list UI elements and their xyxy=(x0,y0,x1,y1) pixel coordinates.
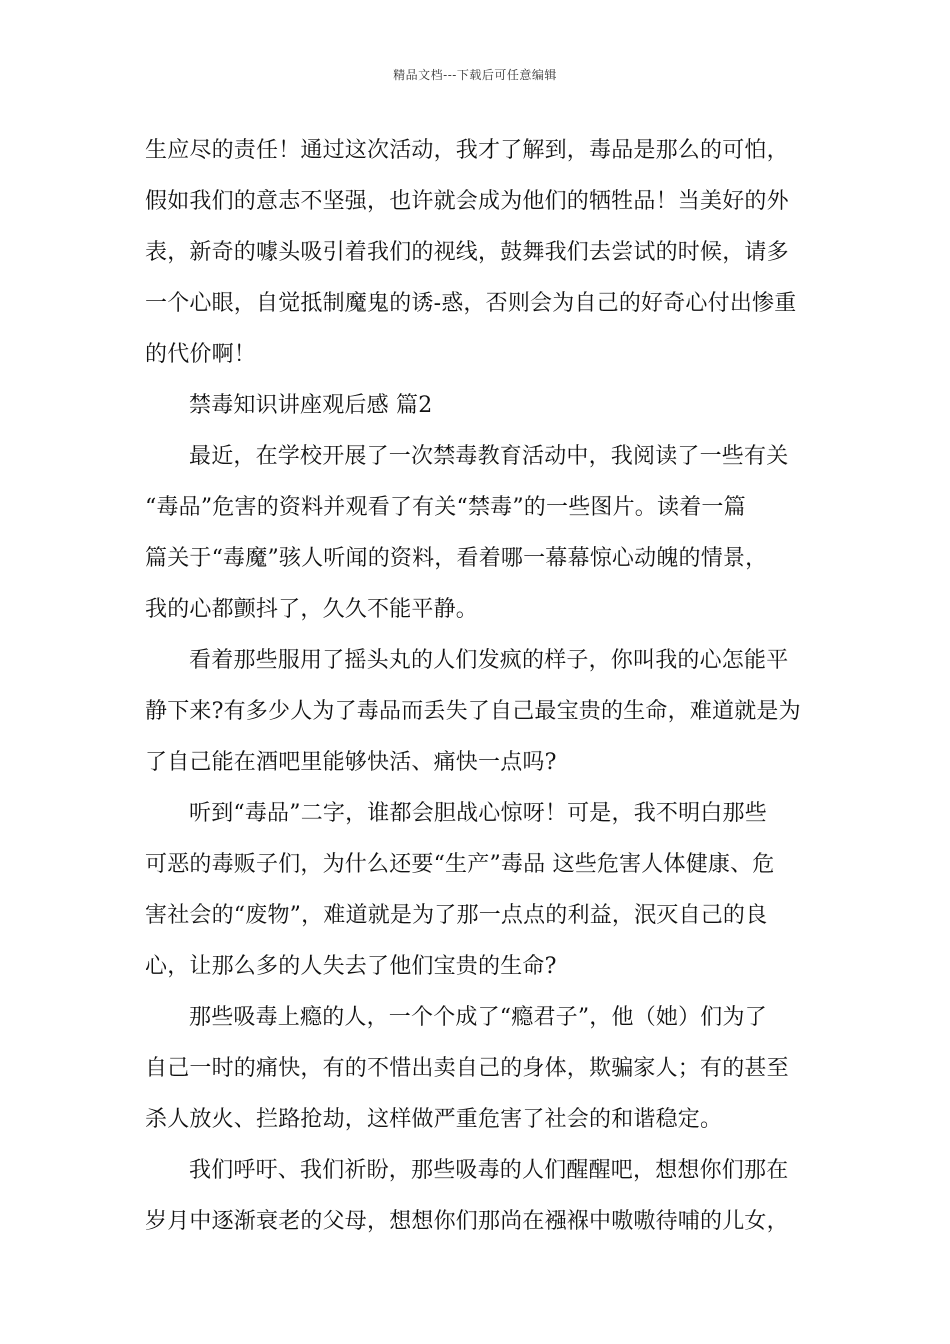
paragraph-line: 假如我们的意志不坚强，也许就会成为他们的牺牲品！当美好的外 xyxy=(145,189,789,214)
paragraph-line: 看着那些服用了摇头丸的人们发疯的样子，你叫我的心怎能平 xyxy=(189,648,789,673)
paragraph-line: 的代价啊！ xyxy=(145,342,257,367)
paragraph-line: 那些吸毒上瘾的人，一个个成了“瘾君子”，他（她）们为了 xyxy=(189,1005,767,1030)
section-heading: 禁毒知识讲座观后感 篇2 xyxy=(189,393,433,418)
page-header: 精品文档---下载后可任意编辑 xyxy=(393,68,557,82)
paragraph-line: 岁月中逐渐衰老的父母，想想你们那尚在襁褓中嗷嗷待哺的儿女， xyxy=(145,1209,789,1234)
paragraph-line: 我们呼吁、我们祈盼，那些吸毒的人们醒醒吧，想想你们那在 xyxy=(189,1158,789,1183)
paragraph-line: 一个心眼，自觉抵制魔鬼的诱-惑，否则会为自己的好奇心付出惨重 xyxy=(145,291,797,316)
paragraph-line: “毒品”危害的资料并观看了有关“禁毒”的一些图片。读着一篇 xyxy=(145,495,746,520)
document-body xyxy=(145,125,805,1247)
paragraph-line: 了自己能在酒吧里能够快活、痛快一点吗? xyxy=(145,750,557,775)
paragraph-line: 心，让那么多的人失去了他们宝贵的生命? xyxy=(145,954,557,979)
paragraph-line: 我的心都颤抖了，久久不能平静。 xyxy=(145,597,479,622)
paragraph-line: 表，新奇的噱头吸引着我们的视线，鼓舞我们去尝试的时候，请多 xyxy=(145,240,789,265)
paragraph-line: 可恶的毒贩子们，为什么还要“生产”毒品 这些危害人体健康、危 xyxy=(145,852,775,877)
paragraph-line: 杀人放火、拦路抢劫，这样做严重危害了社会的和谐稳定。 xyxy=(145,1107,723,1132)
paragraph-line: 篇关于“毒魔”骇人听闻的资料，看着哪一幕幕惊心动魄的情景， xyxy=(145,546,768,571)
paragraph-line: 听到“毒品”二字，谁都会胆战心惊呀！可是，我不明白那些 xyxy=(189,801,767,826)
paragraph-line: 生应尽的责任！通过这次活动，我才了解到，毒品是那么的可怕， xyxy=(145,138,789,163)
paragraph-line: 自己一时的痛快，有的不惜出卖自己的身体，欺骗家人；有的甚至 xyxy=(145,1056,789,1081)
paragraph-line: 最近，在学校开展了一次禁毒教育活动中，我阅读了一些有关 xyxy=(189,444,789,469)
paragraph-line: 害社会的“废物”，难道就是为了那一点点的利益，泯灭自己的良 xyxy=(145,903,768,928)
paragraph-line: 静下来?有多少人为了毒品而丢失了自己最宝贵的生命，难道就是为 xyxy=(145,699,801,724)
